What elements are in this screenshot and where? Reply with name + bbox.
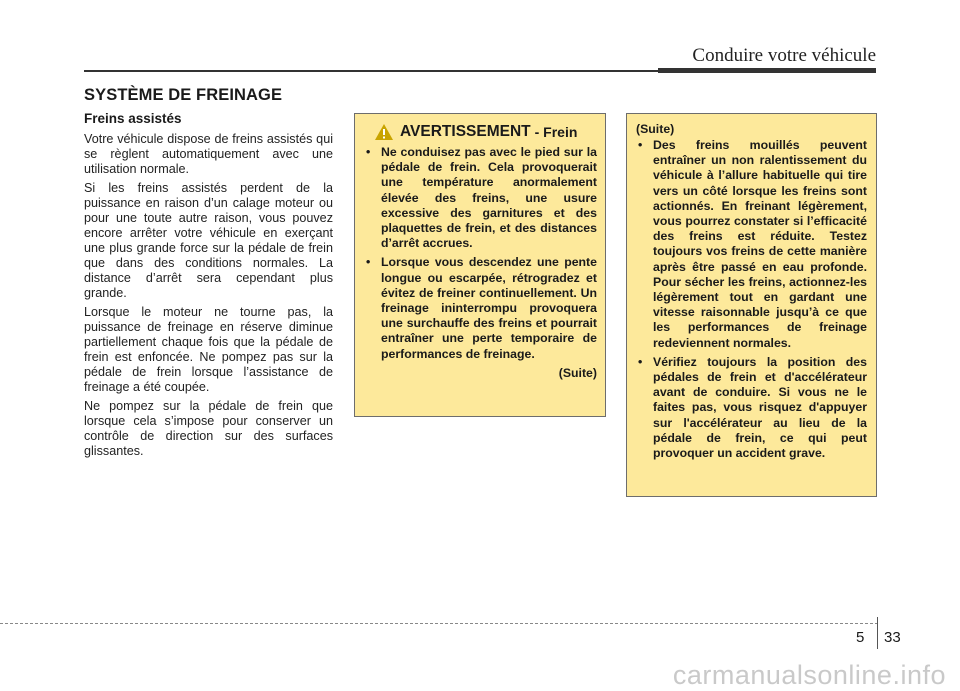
paragraph: Ne pompez sur la pédale de frein que lorsque cela s’impose pour conserver un contrôle de direction sur des surfaces glissantes. <box>84 399 333 458</box>
warning-box <box>354 113 606 417</box>
list-item <box>364 145 597 251</box>
list-item-text: Lorsque vous descendez une pente longue ou escarpée, rétrogradez et évitez de freiner continuellement. Un freinage ininterrompu provoquera une surchauffe des freins et pourrait entraîner une perte temporaire de performances de freinage. <box>381 255 597 361</box>
list-item-text: Vérifiez toujours la position des pédales de frein et d'accélérateur avant de conduire. Si vous ne le faites pas, vous risquez d'appuyer sur l'accélérateur au lieu de la pédale de frein, ce qui peut provoquer un accident grave. <box>653 354 867 461</box>
section-title: SYSTÈME DE FREINAGE <box>84 86 283 104</box>
list-item <box>636 138 867 351</box>
page-number-divider <box>877 617 878 649</box>
list-item-text: Des freins mouillés peuvent entraîner un non ralentissement du véhicule à l’allure habituelle qui tire vers un côté lorsque les freins sont actionnés. En freinant légèrement, vous pourrez constater si l’efficacité des freins est réduite. Testez toujours vos freins de cette manière après être passé en eau profonde. Pour sécher les freins, actionnez-les légèrement tout en gardant une vitesse raisonnable jusqu’à ce que les performances de freinage redeviennent normales. <box>653 138 867 350</box>
warning-header <box>364 123 597 141</box>
warning-list <box>636 138 867 461</box>
running-header: Conduire votre véhicule <box>692 45 876 66</box>
warning-title: AVERTISSEMENT <box>400 123 531 140</box>
list-item <box>636 355 867 461</box>
warning-list <box>364 145 597 362</box>
warning-triangle-icon <box>374 123 394 141</box>
warning-subtitle: - Frein <box>534 124 578 140</box>
header-rule-accent <box>658 68 876 73</box>
bullet: • <box>366 145 371 159</box>
body-column <box>84 111 333 463</box>
watermark: carmanualsonline.info <box>672 660 946 690</box>
paragraph: Votre véhicule dispose de freins assistés qui se règlent automatiquement avec une utilisation normale. <box>84 132 333 176</box>
footer-rule <box>0 623 878 624</box>
paragraph: Si les freins assistés perdent de la puissance en raison d’un calage moteur ou pour une toute autre raison, vous pouvez encore arrêter votre véhicule en exerçant une plus grande force sur la pédale de frein que dans des conditions normales. La distance d’arrêt sera cependant plus grande. <box>84 181 333 300</box>
subsection-heading: Freins assistés <box>84 111 182 126</box>
chapter-number: 5 <box>856 629 865 646</box>
bullet: • <box>638 354 643 369</box>
warning-continued-box <box>626 113 877 497</box>
continued-label: (Suite) <box>558 365 597 380</box>
list-item-text: Ne conduisez pas avec le pied sur la pédale de frein. Cela provoquerait une température anormalement élevée des freins, une usure excessive des garnitures et des plaquettes de frein, et des distances d’arrêt accrues. <box>381 145 597 251</box>
bullet: • <box>638 138 643 152</box>
page-number: 33 <box>884 629 901 646</box>
paragraph: Lorsque le moteur ne tourne pas, la puissance de freinage en réserve diminue partiellement chaque fois que la pédale de frein est enfoncée. Ne pompez pas sur la pédale de frein lorsque l’assistance de freinage a été coupée. <box>84 305 333 394</box>
continued-label: (Suite) <box>636 122 675 136</box>
bullet: • <box>366 255 371 270</box>
list-item <box>364 255 597 361</box>
